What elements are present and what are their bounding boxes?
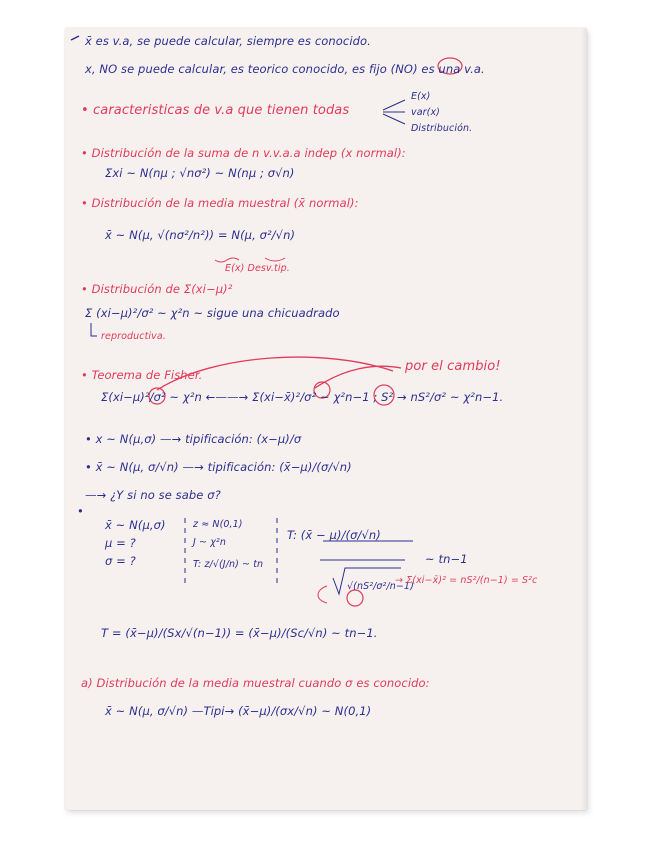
given-j: J ~ χ²n [193,537,226,548]
formula-quasivariance: → Σ(xi−x̄)² = nS²/(n−1) = S²c [395,575,538,586]
heading-caracteristicas: • caracteristicas de v.a que tienen todas [81,103,350,118]
note-por-el-cambio: por el cambio! [405,359,501,374]
branch-distribution: Distribución. [411,123,473,134]
question-sigma: —→ ¿Y si no se sabe σ? [85,488,221,502]
formula-fisher: Σ(xi−μ)²/σ² ~ χ²n ←——→ Σ(xi−x̄)²/σ² ~ χ²n−1 ; S² → nS²/σ² ~ χ²n−1. [101,390,504,404]
heading-suma: • Distribución de la suma de n v.v.a.a indep (x normal): [81,146,406,160]
branch-variance: var(x) [411,107,440,118]
given-t-def: T: z/√(J/n) ~ tn [193,559,264,570]
bullet-mark: • [77,504,84,518]
formula-chicuadrado: Σ (xi−μ)²/σ² ~ χ²n ~ sigue una chicuadrado [85,306,340,320]
given-z: z ≈ N(0,1) [193,519,243,530]
formula-sigma-conocido: x̄ ~ N(μ, σ/√n) —Tipi→ (x̄−μ)/(σx/√n) ~ N(0,1) [105,704,372,718]
note-line-2: x, NO se puede calcular, es teorico conocido, es fijo (NO) es una v.a. [85,62,485,76]
annotation-e-desv: E(x) Desv.tip. [225,263,290,274]
heading-sigma-conocido: a) Distribución de la media muestral cuando σ es conocido: [81,676,430,690]
formula-t-denominator: √(nS²/σ²/n−1) [347,581,414,592]
tipificacion-x: • x ~ N(μ,σ) —→ tipificación: (x−μ)/σ [85,432,302,446]
tipificacion-media: • x̄ ~ N(μ, σ/√n) —→ tipificación: (x̄−μ)/(σ/√n) [85,460,352,474]
given-normal: x̄ ~ N(μ,σ) [105,518,166,532]
formula-t-final: T = (x̄−μ)/(Sx/√(n−1)) = (x̄−μ)/(Sc/√n) ~ tn−1. [101,626,378,640]
branch-expectation: E(x) [411,91,431,102]
given-sigma-unknown: σ = ? [105,554,136,568]
given-mu-unknown: μ = ? [105,536,136,550]
formula-t-numerator: T: (x̄ − μ)/(σ/√n) [287,528,381,542]
formula-suma: Σxi ~ N(nμ ; √nσ²) ~ N(nμ ; σ√n) [105,166,295,180]
note-reproductiva: reproductiva. [101,331,166,342]
heading-fisher: • Teorema de Fisher. [81,368,203,382]
note-line-1: x̄ es v.a, se puede calcular, siempre es conocido. [85,34,371,48]
formula-t-dist: ~ tn−1 [425,552,468,566]
heading-media-muestral: • Distribución de la media muestral (x̄ normal): [81,196,359,210]
formula-media-muestral: x̄ ~ N(μ, √(nσ²/n²)) = N(μ, σ²/√n) [105,228,296,242]
heading-sum-squares: • Distribución de Σ(xi−μ)² [81,282,233,296]
notebook-page [65,28,587,810]
